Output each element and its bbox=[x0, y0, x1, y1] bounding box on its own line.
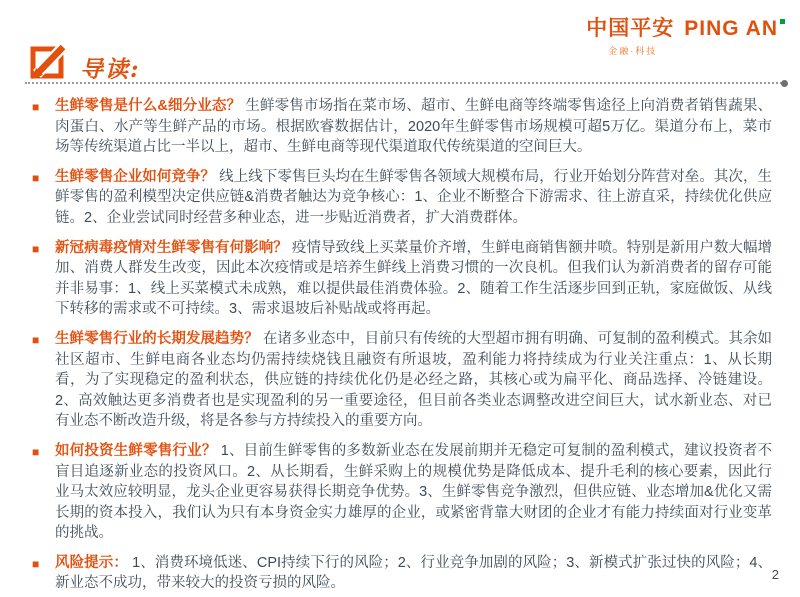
square-bullet-icon: ■ bbox=[32, 332, 40, 347]
logo-english-name bbox=[684, 17, 786, 41]
bullet-heading: 生鲜零售是什么&细分业态？ bbox=[55, 98, 242, 114]
page-number: 2 bbox=[771, 567, 779, 582]
square-bullet-icon: ■ bbox=[32, 241, 40, 256]
list-item bbox=[32, 96, 772, 158]
page-title: 导读: bbox=[80, 56, 141, 83]
bullet-heading: 生鲜零售行业的长期发展趋势？ bbox=[55, 330, 259, 347]
square-bullet-icon: ■ bbox=[32, 170, 40, 185]
bullet-heading: 如何投资生鲜零售行业？ bbox=[55, 442, 217, 459]
list-item bbox=[32, 441, 772, 544]
list-item bbox=[32, 329, 772, 432]
logo-chinese-name: 中国平安 bbox=[586, 17, 675, 40]
bullet-body: 1、目前生鲜零售的多数新业态在发展前期并无稳定可复制的盈利模式，建议投资者不盲目追逐新业态的投资风口。2、从长期看，生鲜采购上的规模优势是降低成本、提升毛利的核心要素，因此行业马太效应较明显，龙头企业更容易获得长期竞争优势。3、生鲜零售竞争激烈，但供应链、业态增加&优化又需长期的资本投入，我们认为只有本身资金实力雄厚的企业，或紧密背靠大财团的企业才有能力持续面对行业变革的挑战。 bbox=[55, 442, 773, 542]
divider-end-dot bbox=[781, 80, 788, 87]
logo-subtitle: 金融·科技 bbox=[608, 46, 658, 56]
bullet-heading: 风险提示： bbox=[55, 554, 128, 571]
list-item bbox=[32, 553, 772, 594]
logo-green-dot-icon bbox=[780, 19, 785, 24]
pingan-logo bbox=[586, 12, 786, 57]
logo-row bbox=[586, 12, 786, 42]
list-item bbox=[32, 238, 772, 320]
lead-header bbox=[30, 43, 141, 84]
bullet-body: 生鲜零售市场指在菜市场、超市、生鲜电商等终端零售途径上向消费者销售蔬果、肉蛋白、水产等生鲜产品的市场。根据欧睿数据估计，2020年生鲜零售市场规模可超5万亿。渠道分布上，菜市场等传统渠道占比一半以上，超市、生鲜电商等现代渠道取代传统渠道的空间巨大。 bbox=[55, 98, 773, 156]
bullet-heading: 生鲜零售企业如何竞争？ bbox=[55, 168, 216, 185]
bullet-body: 1、消费环境低迷、CPI持续下行的风险；2、行业竞争加剧的风险；3、新模式扩张过快的风险；4、新业态不成功，带来较大的投资亏损的风险。 bbox=[55, 554, 773, 592]
bullet-body: 线上线下零售巨头均在生鲜零售各领域大规模布局，行业开始划分阵营对垒。其次，生鲜零售的盈利模型决定供应链&消费者触达为竞争核心：1、企业不断整合下游需求、往上游直采，持续优化供应链。2、企业尝试同时经营多种业态，进一步贴近消费者，扩大消费群体。 bbox=[55, 168, 773, 226]
square-bullet-icon: ■ bbox=[32, 444, 40, 459]
logo-en-text: PING AN bbox=[684, 17, 778, 40]
square-bullet-icon: ■ bbox=[32, 100, 40, 114]
dotted-divider bbox=[25, 82, 782, 84]
summary-list bbox=[32, 96, 772, 597]
list-item bbox=[32, 167, 772, 229]
pencil-edit-icon bbox=[30, 43, 70, 80]
square-bullet-icon: ■ bbox=[32, 556, 40, 571]
bullet-heading: 新冠病毒疫情对生鲜零售有何影响？ bbox=[55, 239, 288, 256]
bullet-body: 疫情导致线上买菜量价齐增，生鲜电商销售额井喷。特别是新用户数大幅增加、消费人群发生改变，因此本次疫情或是培养生鲜线上消费习惯的一次良机。但我们认为新消费者的留存可能并非易事：1、线上买菜模式未成熟，难以提供最佳消费体验。2、随着工作生活逐步回到正轨，家庭做饭、从线下转移的需求或不可持续。3、需求退坡后补贴战或将再起。 bbox=[55, 239, 773, 318]
bullet-body: 在诸多业态中，目前只有传统的大型超市拥有明确、可复制的盈利模式。其余如社区超市、生鲜电商各业态均仍需持续烧钱且融资有所退坡，盈利能力将持续成为行业关注重点：1、从长期看，为了实现稳定的盈利状态，供应链的持续优化仍是必经之路，其核心或为扁平化、商品选择、冷链建设。2、高效触达更多消费者也是实现盈利的另一重要途径，但目前各类业态调整改进空间巨大，试水新业态、对已有业态不断改造升级，将是各参与方持续投入的重要方向。 bbox=[55, 330, 773, 430]
